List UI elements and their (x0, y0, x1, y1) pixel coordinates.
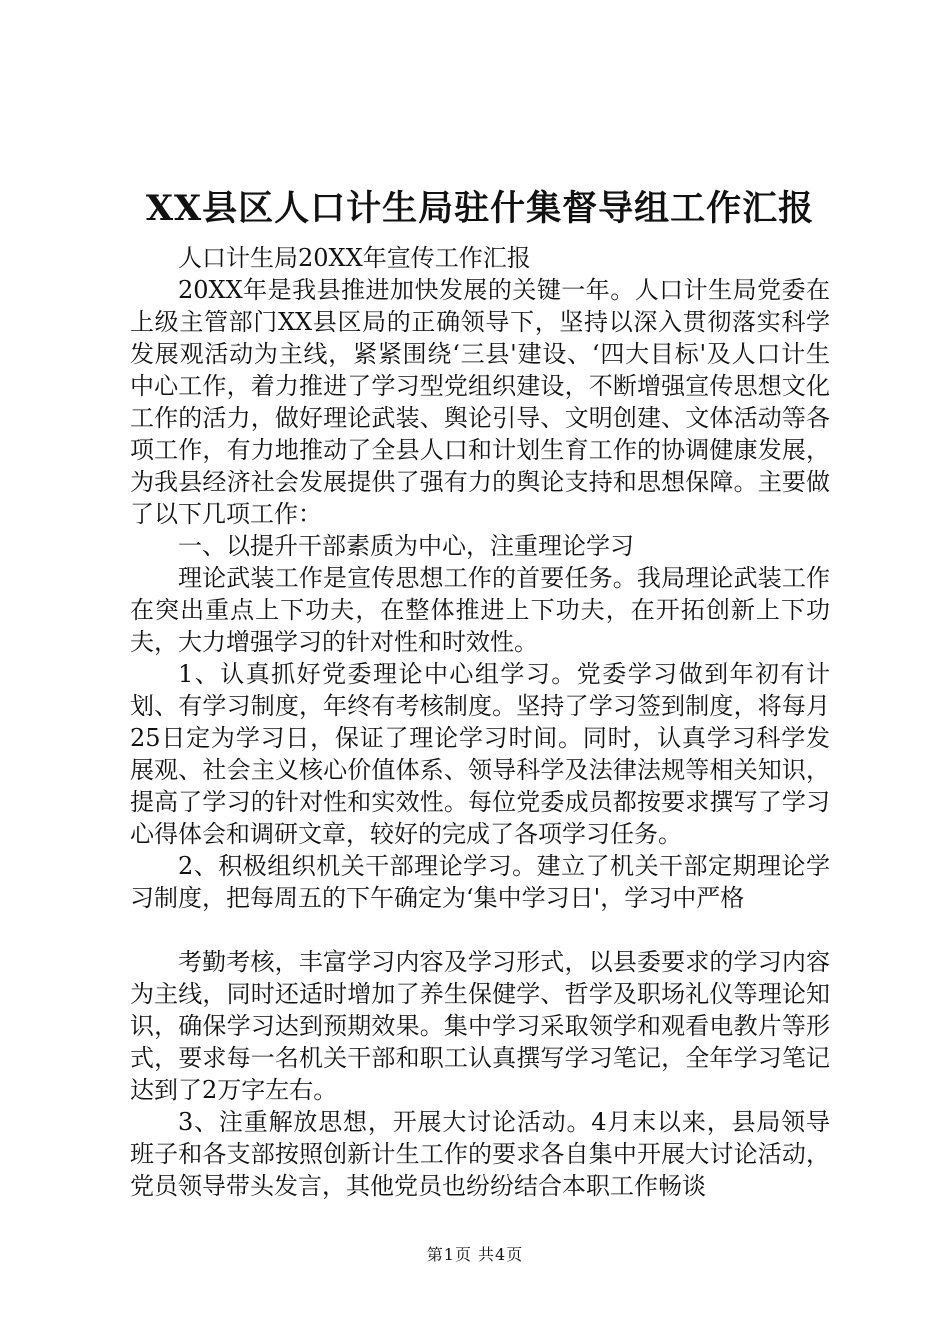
item-1-paragraph: 1、认真抓好党委理论中心组学习。党委学习做到年初有计划、有学习制度，年终有考核制度。坚持了学习签到制度，将每月25日定为学习日，保证了理论学习时间。同时，认真学习科学发展观、社会主义核心价值体系、领导科学及法律法规等相关知识，提高了学习的针对性和实效性。每位党委成员都按要求撰写了学习心得体会和调研文章，较好的完成了各项学习任务。 (130, 660, 830, 848)
section-1-paragraph: 理论武装工作是宣传思想工作的首要任务。我局理论武装工作在突出重点上下功夫，在整体推进上下功夫，在开拓创新上下功夫，大力增强学习的针对性和时效性。 (130, 564, 830, 656)
item-3-paragraph: 3、注重解放思想，开展大讨论活动。4月末以来，县局领导班子和各支部按照创新计生工作的要求各自集中开展大讨论活动，党员领导带头发言，其他党员也纷纷结合本职工作畅谈 (130, 1108, 830, 1200)
document-title: XX县区人口计生局驻什集督导组工作汇报 (145, 188, 815, 229)
report-subtitle: 人口计生局20XX年宣传工作汇报 (178, 244, 531, 272)
section-heading-1: 一、以提升干部素质为中心，注重理论学习 (178, 532, 634, 560)
item-2-continued-paragraph: 考勤考核，丰富学习内容及学习形式，以县委要求的学习内容为主线，同时还适时增加了养生保健学、哲学及职场礼仪等理论知识，确保学习达到预期效果。集中学习采取领学和观看电教片等形式，要求每一名机关干部和职工认真撰写学习笔记，全年学习笔记达到了2万字左右。 (130, 948, 830, 1104)
document-page (130, 186, 830, 1202)
page-footer: 第1页 共4页 (426, 1245, 524, 1264)
page-break-gap (130, 914, 830, 946)
intro-paragraph: 20XX年是我县推进加快发展的关键一年。人口计生局党委在上级主管部门XX县区局的正确领导下，坚持以深入贯彻落实科学发展观活动为主线，紧紧围绕‘三县'建设、‘四大目标'及人口计生中心工作，着力推进了学习型党组织建设，不断增强宣传思想文化工作的活力，做好理论武装、舆论引导、文明创建、文体活动等各项工作，有力地推动了全县人口和计划生育工作的协调健康发展，为我县经济社会发展提供了强有力的舆论支持和思想保障。主要做了以下几项工作： (130, 276, 830, 528)
item-2-paragraph: 2、积极组织机关干部理论学习。建立了机关干部定期理论学习制度，把每周五的下午确定为‘集中学习日'，学习中严格 (130, 852, 830, 912)
